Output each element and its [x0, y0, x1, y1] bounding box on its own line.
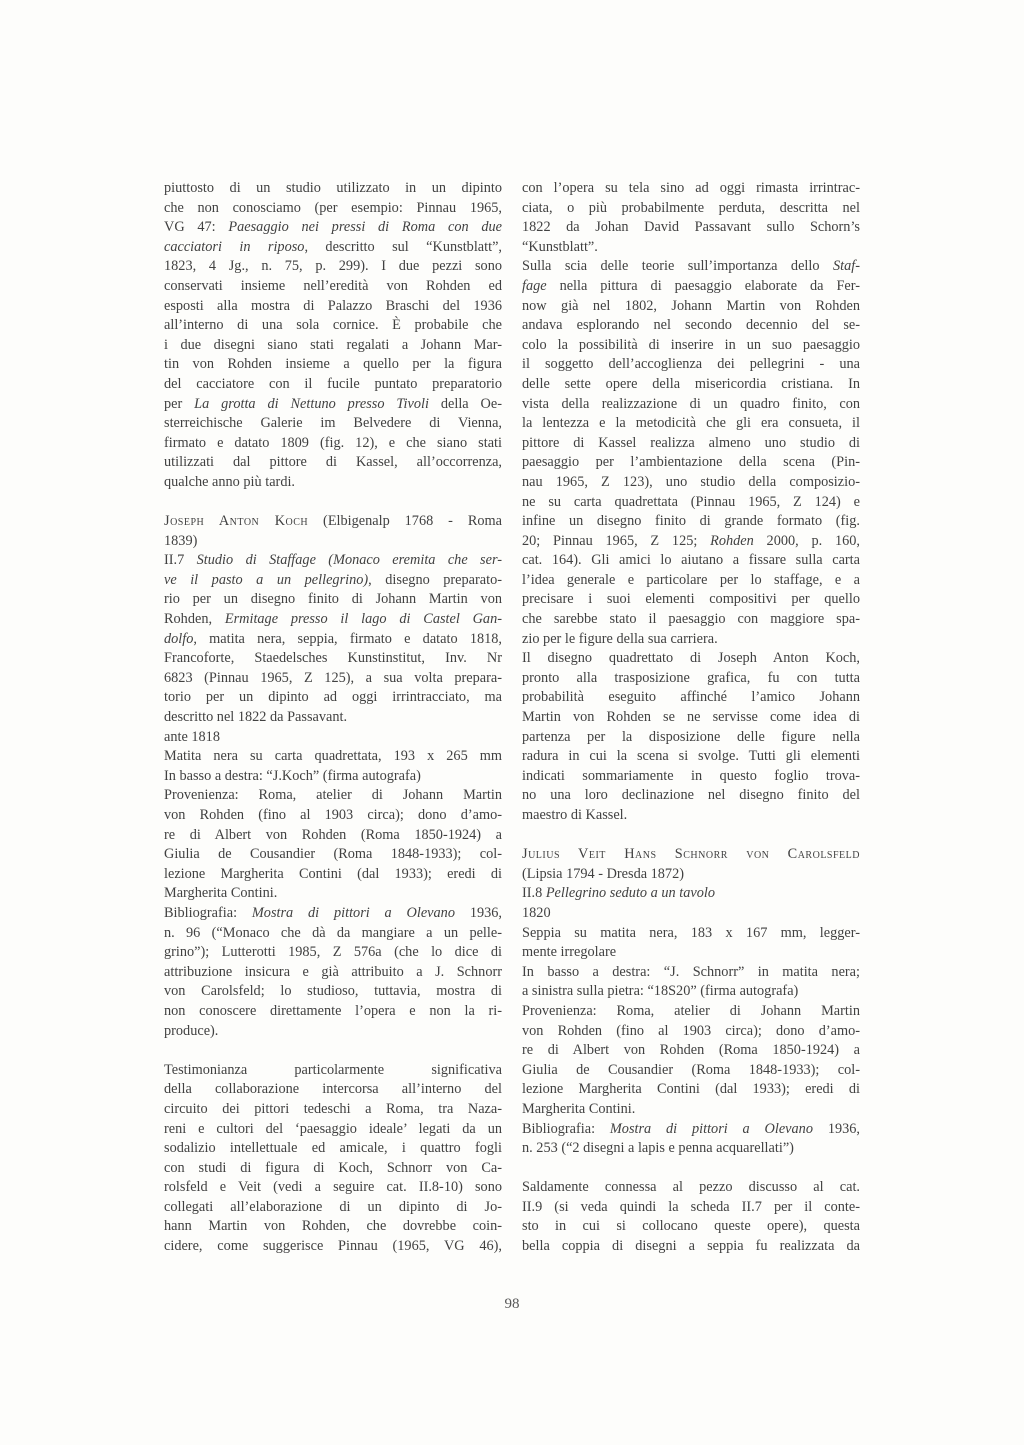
text-segment: della Oe-: [428, 395, 502, 412]
text-line: [164, 1120, 502, 1140]
text-line: [164, 277, 502, 297]
text-line: [164, 571, 502, 591]
text-segment: Rohden,: [164, 611, 225, 628]
text-line: [522, 414, 860, 434]
page-number: 98: [504, 1296, 520, 1312]
text-segment: 6823 (Pinnau 1965, Z 125), a sua volta prepara-: [164, 669, 502, 686]
text-line: [164, 512, 502, 532]
text-segment: radura in cui la scena si svolge. Tutti gli elementi: [522, 748, 860, 765]
text-segment: che sarebbe stato il paesaggio con maggiore spa-: [522, 611, 860, 628]
text-line: [164, 590, 502, 610]
text-segment: ciata, o più probabilmente perduta, descritta nel: [522, 199, 860, 216]
text-segment: cidere, come suggerisce Pinnau (1965, VG 46),: [164, 1238, 502, 1255]
text-segment: re di Albert von Rohden (Roma 1850-1924) a: [522, 1042, 860, 1059]
text-segment: l’idea generale e particolare per lo staffage, e a: [522, 571, 860, 588]
text-segment: con studi di figura di Koch, Schnorr von Ca-: [164, 1159, 502, 1176]
text-segment: reni e cultori del ‘paesaggio ideale’ legati da un: [164, 1120, 502, 1137]
text-line: [522, 1041, 860, 1061]
text-line: [164, 297, 502, 317]
text-line: [522, 982, 860, 1002]
text-segment: lezione Margherita Contini (dal 1933); eredi di: [164, 865, 502, 882]
text-line: [164, 904, 502, 924]
text-line: [164, 257, 502, 277]
italic-text-segment: Studio di Staffage (Monaco eremita che ser-: [196, 552, 503, 569]
text-line: [522, 375, 860, 395]
text-segment: Martin von Rohden se ne servisse come idea di: [522, 709, 860, 726]
text-line: [522, 1217, 860, 1237]
text-segment: precisare i suoi elementi compositivi per quello: [522, 591, 860, 608]
text-segment: qualche anno più tardi.: [164, 473, 296, 490]
paragraph-gap: [522, 826, 860, 846]
text-line: [522, 649, 860, 669]
text-segment: nau 1965, Z 123), uno studio della composizio-: [522, 473, 860, 490]
text-segment: nella pittura di paesaggio elaborate da Fer-: [546, 277, 860, 294]
text-line: [522, 1061, 860, 1081]
text-line: [522, 669, 860, 689]
text-line: [522, 747, 860, 767]
text-segment: lezione Margherita Contini (dal 1933); eredi di: [522, 1081, 860, 1098]
text-line: [164, 1178, 502, 1198]
text-segment: VG 47:: [164, 219, 229, 236]
text-segment: II.8: [522, 885, 546, 902]
text-segment: sto in cui si collocano queste opere), questa: [522, 1218, 860, 1235]
text-line: [522, 218, 860, 238]
text-segment: cat. 164). Gli amici lo aiutano a fissare sulla carta: [522, 552, 860, 569]
text-line: [164, 669, 502, 689]
text-segment: descritto nel 1822 da Passavant.: [164, 709, 348, 726]
text-segment: delle sette opere della misericordia cristiana. In: [522, 375, 860, 392]
text-line: [522, 1100, 860, 1120]
text-line: [164, 767, 502, 787]
text-segment: 2000, p. 160,: [753, 532, 860, 549]
text-segment: zio per le figure della sua carriera.: [522, 630, 718, 647]
text-segment: mente irregolare: [522, 944, 617, 961]
text-segment: paesaggio per l’ambientazione della scena (Pin-: [522, 454, 860, 471]
text-line: [522, 1237, 860, 1257]
text-line: [522, 493, 860, 513]
text-line: [164, 649, 502, 669]
paragraph-gap: [164, 493, 502, 513]
text-segment: n. 253 (“2 disegni a lapis e penna acquarellati”): [522, 1140, 794, 1157]
text-line: [522, 1198, 860, 1218]
text-segment: In basso a destra: “J. Schnorr” in matita nera;: [522, 963, 860, 980]
text-segment: pittore di Kassel realizza almeno uno studio di: [522, 434, 860, 451]
text-segment: colo la possibilità di inserire in un suo paesaggio: [522, 336, 860, 353]
text-segment: Sulla scia delle teorie sull’importanza dello: [522, 258, 833, 275]
artist-name-smallcaps: Julius Veit Hans Schnorr von Carolsfeld: [522, 846, 860, 863]
text-segment: 1936,: [454, 904, 502, 921]
text-line: [522, 610, 860, 630]
text-line: [522, 845, 860, 865]
text-segment: della collaborazione intercorsa all’interno del: [164, 1081, 502, 1098]
text-segment: Matita nera su carta quadrettata, 193 x 265 mm: [164, 748, 502, 765]
text-line: [164, 865, 502, 885]
text-segment: sterreichische Galerie im Belvedere di Vienna,: [164, 415, 502, 432]
text-segment: andava esplorando nel secondo decennio del se-: [522, 317, 860, 334]
text-segment: piuttosto di un studio utilizzato in un dipinto: [164, 180, 502, 196]
text-segment: attribuzione insicura e già attribuito a J. Schnorr: [164, 963, 502, 980]
text-line: [164, 375, 502, 395]
text-line: [164, 355, 502, 375]
text-segment: Giulia de Cousandier (Roma 1848-1933); col-: [164, 846, 502, 863]
text-line: [164, 551, 502, 571]
text-line: [164, 982, 502, 1002]
text-line: [522, 884, 860, 904]
text-segment: II.7: [164, 552, 197, 569]
text-segment: 1823, 4 Jg., n. 75, p. 299). I due pezzi sono: [164, 258, 502, 275]
paragraph-gap: [522, 1159, 860, 1179]
text-segment: Provenienza: Roma, atelier di Johann Martin: [522, 1002, 860, 1019]
text-segment: conservati insieme nell’eredità von Rohden ed: [164, 277, 502, 294]
text-segment: now già nel 1802, Johann Martin von Rohden: [522, 297, 860, 314]
text-segment: circuito dei pittori tedeschi a Roma, tra Naza-: [164, 1100, 502, 1117]
text-segment: rolsfeld e Veit (vedi a seguire cat. II.8-10) sono: [164, 1179, 502, 1196]
text-line: [164, 884, 502, 904]
text-line: [522, 688, 860, 708]
text-segment: all’interno di una sola cornice. È probabile che: [164, 317, 502, 334]
text-segment: von Rohden (fino al 1903 circa); dono d’amo-: [522, 1022, 860, 1039]
text-segment: Il disegno quadrettato di Joseph Anton Koch,: [522, 650, 860, 667]
text-line: [164, 1100, 502, 1120]
text-line: [522, 1120, 860, 1140]
text-line: [164, 728, 502, 748]
text-segment: che non conosciamo (per esempio: Pinnau 1965,: [164, 199, 502, 216]
text-line: [522, 199, 860, 219]
text-segment: partenza per la disposizione delle figure nella: [522, 728, 860, 745]
text-line: [164, 1198, 502, 1218]
text-line: [522, 179, 860, 199]
text-line: [522, 1002, 860, 1022]
text-segment: Margherita Contini.: [164, 885, 278, 902]
text-segment: grino”); Lutterotti 1985, Z 576a (che lo dice di: [164, 944, 502, 961]
text-line: [522, 590, 860, 610]
text-segment: rio per un disegno finito di Johann Martin von: [164, 591, 502, 608]
text-line: [164, 395, 502, 415]
text-line: [164, 1237, 502, 1257]
text-line: [522, 1022, 860, 1042]
text-segment: Saldamente connessa al pezzo discusso al cat.: [522, 1179, 860, 1196]
text-line: [522, 1139, 860, 1159]
text-segment: esposti alla mostra di Palazzo Braschi del 1936: [164, 297, 502, 314]
text-segment: collegati all’elaborazione di un dipinto di Jo-: [164, 1198, 502, 1215]
text-segment: , matita nera, seppia, firmato e datato 1818,: [193, 630, 502, 647]
text-segment: , disegno preparato-: [368, 571, 502, 588]
text-line: [522, 630, 860, 650]
text-line: [522, 532, 860, 552]
text-line: [522, 453, 860, 473]
text-line: [164, 434, 502, 454]
text-segment: con l’opera su tela sino ad oggi rimasta irrintrac-: [522, 180, 860, 196]
text-segment: tin von Rohden insieme a quello per la figura: [164, 356, 502, 373]
text-segment: “Kunstblatt”.: [522, 238, 598, 255]
text-segment: la lentezza e la metodicità che gli era consueta, il: [522, 415, 860, 432]
text-segment: utilizzati dal pittore di Kassel, all’occorrenza,: [164, 454, 502, 471]
text-line: [164, 688, 502, 708]
text-line: [522, 395, 860, 415]
text-line: [522, 943, 860, 963]
text-line: [164, 532, 502, 552]
text-line: [522, 786, 860, 806]
text-line: [164, 218, 502, 238]
text-line: [164, 238, 502, 258]
text-segment: vista della realizzazione di un quadro finito, con: [522, 395, 860, 412]
text-segment: von Rohden (fino al 1903 circa); dono d’amo-: [164, 807, 502, 823]
text-line: [164, 1002, 502, 1022]
text-line: [164, 316, 502, 336]
text-line: [164, 826, 502, 846]
text-line: [522, 257, 860, 277]
paragraph-gap: [164, 1041, 502, 1061]
text-line: [164, 1061, 502, 1081]
text-segment: ante 1818: [164, 728, 220, 745]
italic-text-segment: cacciatori in riposo: [164, 238, 305, 255]
text-segment: torio per un dipinto ad oggi irrintracciato, ma: [164, 689, 502, 706]
italic-text-segment: Staf-: [832, 258, 860, 275]
italic-text-segment: Ermitage presso il lago di Castel Gan-: [224, 611, 502, 628]
italic-text-segment: Pellegrino seduto a un tavolo: [545, 885, 715, 902]
text-line: [164, 1022, 502, 1042]
text-line: [164, 1217, 502, 1237]
text-segment: bella coppia di disegni a seppia fu realizzata da: [522, 1238, 860, 1255]
text-line: [164, 630, 502, 650]
text-line: [522, 238, 860, 258]
text-line: [164, 924, 502, 944]
text-segment: (Lipsia 1794 - Dresda 1872): [522, 865, 684, 882]
text-line: [522, 1080, 860, 1100]
text-column-right: [522, 179, 860, 1257]
text-segment: per: [164, 395, 195, 412]
text-segment: von Carolsfeld; lo studioso, tuttavia, mostra di: [164, 983, 502, 1000]
text-line: [164, 610, 502, 630]
text-line: [522, 865, 860, 885]
italic-text-segment: fage: [522, 277, 547, 294]
text-segment: Seppia su matita nera, 183 x 167 mm, legger-: [522, 924, 860, 941]
text-line: [164, 179, 502, 199]
text-line: [522, 767, 860, 787]
text-segment: Margherita Contini.: [522, 1100, 636, 1117]
text-segment: Provenienza: Roma, atelier di Johann Martin: [164, 787, 502, 804]
text-line: [522, 473, 860, 493]
text-segment: maestro di Kassel.: [522, 807, 628, 823]
text-line: [522, 316, 860, 336]
text-segment: Francoforte, Staedelsches Kunstinstitut, Inv. Nr: [164, 650, 502, 667]
text-segment: 1936,: [812, 1120, 860, 1137]
text-line: [164, 336, 502, 356]
text-segment: no una loro declinazione nel disegno finito del: [522, 787, 860, 804]
text-segment: pronto alla trasposizione grafica, fu con tutta: [522, 669, 860, 686]
italic-text-segment: ve il pasto a un pellegrino): [164, 571, 369, 588]
text-line: [522, 708, 860, 728]
text-line: [522, 355, 860, 375]
text-line: [522, 571, 860, 591]
text-line: [522, 512, 860, 532]
text-segment: infine un disegno finito di grande formato (fig.: [522, 513, 860, 530]
text-line: [164, 786, 502, 806]
text-line: [164, 1080, 502, 1100]
text-line: [522, 434, 860, 454]
text-segment: 1820: [522, 904, 551, 921]
text-segment: Bibliografia:: [522, 1120, 610, 1137]
text-line: [164, 473, 502, 493]
text-line: [522, 1178, 860, 1198]
text-line: [522, 904, 860, 924]
text-line: [522, 336, 860, 356]
text-segment: probabilità eseguito affinché l’amico Johann: [522, 689, 860, 706]
text-line: [522, 551, 860, 571]
text-segment: non conoscere direttamente l’opera e non la ri-: [164, 1002, 502, 1019]
text-segment: il soggetto dell’accoglienza dei pellegrini - una: [522, 356, 860, 373]
text-segment: del cacciatore con il fucile puntato preparatorio: [164, 375, 502, 392]
text-line: [522, 277, 860, 297]
italic-text-segment: Rohden: [710, 532, 754, 549]
italic-text-segment: Mostra di pittori a Olevano: [251, 904, 455, 921]
text-line: [522, 924, 860, 944]
text-segment: Testimonianza particolarmente significativa: [164, 1061, 502, 1078]
text-line: [164, 199, 502, 219]
text-line: [164, 963, 502, 983]
italic-text-segment: Mostra di pittori a Olevano: [609, 1120, 813, 1137]
text-segment: 1839): [164, 532, 198, 549]
text-segment: n. 96 (“Monaco che dà da mangiare a un pelle-: [164, 924, 502, 941]
text-line: [522, 297, 860, 317]
text-segment: , descritto sul “Kunstblatt”,: [304, 238, 503, 255]
text-line: [164, 453, 502, 473]
text-line: [164, 1139, 502, 1159]
text-segment: indicati sommariamente in questo foglio trova-: [522, 767, 860, 784]
text-line: [164, 845, 502, 865]
text-line: [164, 1159, 502, 1179]
text-segment: In basso a destra: “J.Koch” (firma autografa): [164, 767, 421, 784]
text-line: [164, 806, 502, 826]
text-segment: 1822 da Johan David Passavant sullo Schorn’s: [522, 219, 860, 236]
italic-text-segment: Paesaggio nei pressi di Roma con due: [228, 219, 502, 236]
text-line: [522, 806, 860, 826]
text-segment: Bibliografia:: [164, 904, 252, 921]
artist-name-smallcaps: Joseph Anton Koch: [164, 513, 309, 530]
text-segment: 20; Pinnau 1965, Z 125;: [522, 532, 711, 549]
text-segment: firmato e datato 1809 (fig. 12), e che siano stati: [164, 434, 502, 451]
text-segment: i due disegni siano stati regalati a Johann Mar-: [164, 336, 502, 353]
text-segment: hann Martin von Rohden, che dovrebbe coin-: [164, 1218, 502, 1235]
text-line: [164, 708, 502, 728]
text-line: [164, 747, 502, 767]
text-segment: ne su carta quadrettata (Pinnau 1965, Z 124) e: [522, 493, 860, 510]
text-segment: sodalizio intellettuale ed amicale, i quattro fogli: [164, 1140, 502, 1157]
text-segment: (Elbigenalp 1768 - Roma: [308, 513, 502, 530]
text-line: [164, 943, 502, 963]
text-segment: a sinistra sulla pietra: “18S20” (firma autografa): [522, 983, 799, 1000]
text-segment: II.9 (si veda quindi la scheda II.7 per il conte-: [522, 1198, 860, 1215]
text-line: [522, 963, 860, 983]
text-column-left: [164, 179, 502, 1257]
italic-text-segment: La grotta di Nettuno presso Tivoli: [194, 395, 429, 412]
text-segment: Giulia de Cousandier (Roma 1848-1933); col-: [522, 1061, 860, 1078]
text-segment: produce).: [164, 1022, 219, 1039]
italic-text-segment: dolfo: [164, 630, 194, 647]
text-segment: re di Albert von Rohden (Roma 1850-1924) a: [164, 826, 502, 843]
text-line: [164, 414, 502, 434]
text-line: [522, 728, 860, 748]
